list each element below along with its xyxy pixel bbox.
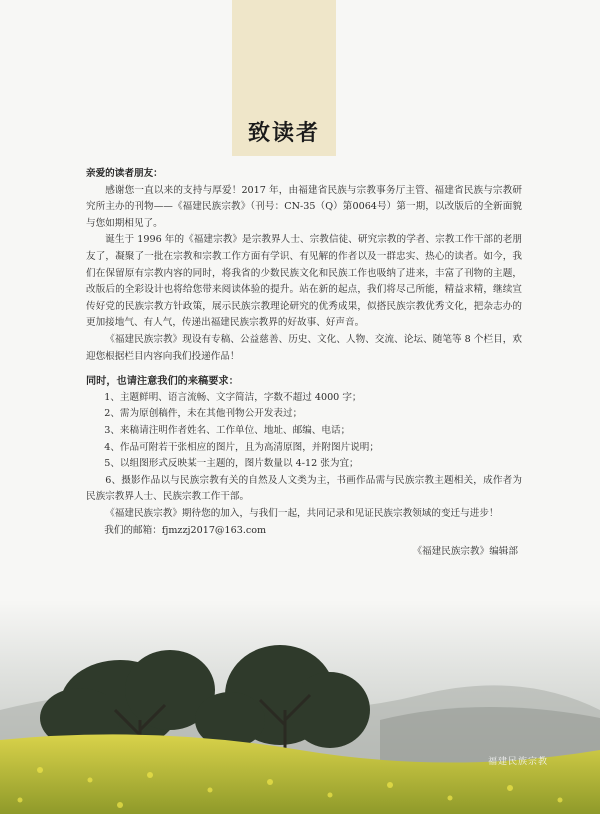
email-line	[86, 523, 522, 540]
requirement-item: 2、需为原创稿件，未在其他刊物公开发表过；	[104, 408, 303, 420]
paragraph-columns: 《福建民族宗教》现设有专稿、公益慈善、历史、文化、人物、交流、论坛、随笔等 8 个栏目，欢迎您根据栏目内容向我们投递作品！	[86, 333, 522, 362]
page-footer-label: 福建民族宗教	[487, 757, 548, 767]
closing-paragraph: 《福建民族宗教》期待您的加入，与我们一起，共同记录和见证民族宗教领域的变迁与进步！	[105, 507, 499, 519]
paragraph-history: 诞生于 1996 年的《福建宗教》是宗教界人士、宗教信徒、研究宗教的学者、宗教工作干部的老朋友了，凝聚了一批在宗教和宗教工作方面有学识、有见解的作者以及一群忠实、热心的读者。如今，我们在保留原有宗教内容的同时，将我省的少数民族文化和民族工作也吸纳了进来，丰富了刊物的主题，改版后的全彩设计也将给您带来阅读体验的提升。站在新的起点，我们将尽己所能，精益求精，继续宣传好党的民族宗教方针政策，展示民族宗教理论研究的优秀成果，似搭民族宗教优秀文化，把杂志办的更加接地气、有人气，传递出福建民族宗教界的好故事、好声音。	[86, 234, 522, 329]
requirement-item: 3、来稿请注明作者姓名、工作单位、地址、邮编、电话；	[104, 424, 351, 436]
letter-body	[86, 166, 522, 561]
email-address: fjmzzj2017@163.com	[161, 525, 267, 537]
greeting: 亲爱的读者朋友：	[86, 168, 163, 179]
email-label: 我们的邮箱：	[104, 525, 162, 537]
page-title: 致读者	[247, 120, 320, 146]
requirement-item: 5、以组图形式反映某一主题的，图片数量以 4-12 张为宜；	[104, 458, 359, 470]
signature: 《福建民族宗教》编辑部	[412, 546, 518, 558]
requirements-heading: 同时，也请注意我们的来稿要求：	[86, 375, 239, 388]
requirement-item: 6、摄影作品以与民族宗教有关的自然及人文类为主，书画作品需与民族宗教主题相关，成作者为民族宗教界人士、民族宗教工作干部。	[86, 474, 522, 503]
paragraph-intro: 感谢您一直以来的支持与厚爱！2017 年，由福建省民族与宗教事务厅主管、福建省民族与宗教研究所主办的刊物——《福建民族宗教》（刊号：CN-35（Q）第0064号）第一期，以改版后的全新面貌与您如期相见了。	[86, 184, 522, 229]
landscape-photo	[0, 600, 600, 814]
requirement-item: 1、主题鲜明、语言流畅、文字简洁，字数不超过 4000 字；	[104, 391, 362, 403]
requirement-item: 4、作品可附若干张相应的图片，且为高清原图，并附图片说明；	[104, 441, 379, 453]
